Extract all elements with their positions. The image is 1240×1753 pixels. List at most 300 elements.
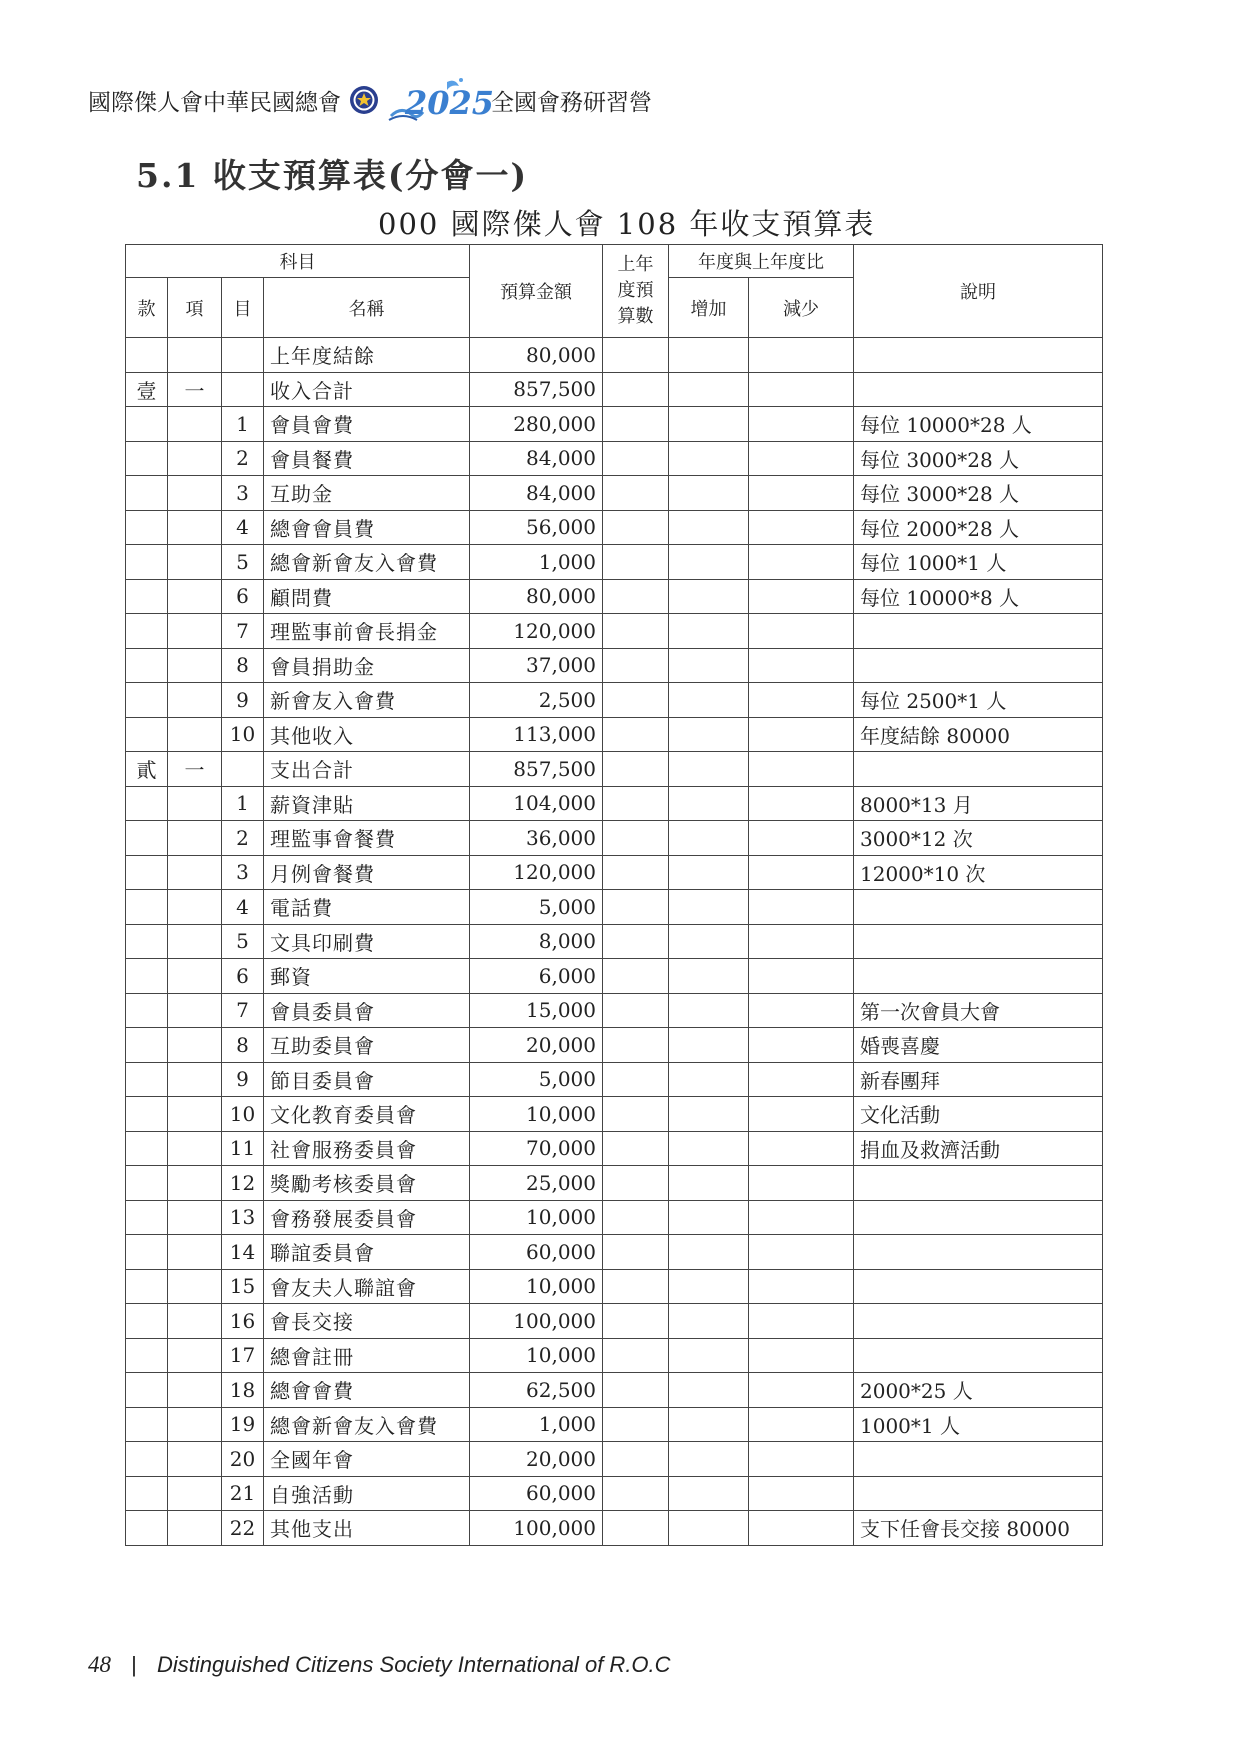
cell-mu: 17 bbox=[222, 1338, 264, 1373]
cell-increase bbox=[669, 1097, 749, 1132]
budget-table-body bbox=[126, 338, 1103, 1546]
cell-amount: 113,000 bbox=[470, 717, 603, 752]
table-row bbox=[126, 1269, 1103, 1304]
cell-name: 顧問費 bbox=[264, 579, 470, 614]
cell-kuan bbox=[126, 993, 168, 1028]
cell-increase bbox=[669, 545, 749, 580]
cell-prev-budget bbox=[603, 1028, 669, 1063]
cell-mu: 2 bbox=[222, 821, 264, 856]
table-title: 000 國際傑人會 108 年收支預算表 bbox=[378, 207, 876, 241]
cell-decrease bbox=[749, 786, 854, 821]
cell-increase bbox=[669, 579, 749, 614]
cell-decrease bbox=[749, 1476, 854, 1511]
table-row bbox=[126, 1166, 1103, 1201]
cell-mu: 4 bbox=[222, 510, 264, 545]
cell-kuan: 貳 bbox=[126, 752, 168, 787]
cell-prev-budget bbox=[603, 1304, 669, 1339]
cell-name: 電話費 bbox=[264, 890, 470, 925]
cell-xiang bbox=[168, 579, 222, 614]
cell-amount: 10,000 bbox=[470, 1269, 603, 1304]
table-row bbox=[126, 1200, 1103, 1235]
cell-kuan bbox=[126, 338, 168, 373]
cell-mu: 8 bbox=[222, 648, 264, 683]
cell-increase bbox=[669, 821, 749, 856]
cell-note: 新春團拜 bbox=[854, 1062, 1103, 1097]
cell-increase bbox=[669, 890, 749, 925]
header-kuan: 款 bbox=[126, 278, 168, 338]
cell-prev-budget bbox=[603, 1097, 669, 1132]
cell-prev-budget bbox=[603, 1131, 669, 1166]
cell-decrease bbox=[749, 924, 854, 959]
cell-mu: 5 bbox=[222, 924, 264, 959]
cell-name: 獎勵考核委員會 bbox=[264, 1166, 470, 1201]
cell-mu: 15 bbox=[222, 1269, 264, 1304]
cell-decrease bbox=[749, 1097, 854, 1132]
cell-note: 每位 2000*28 人 bbox=[854, 510, 1103, 545]
cell-xiang bbox=[168, 1131, 222, 1166]
cell-note: 每位 10000*8 人 bbox=[854, 579, 1103, 614]
cell-mu: 16 bbox=[222, 1304, 264, 1339]
cell-mu: 5 bbox=[222, 545, 264, 580]
cell-prev-budget bbox=[603, 648, 669, 683]
cell-increase bbox=[669, 476, 749, 511]
cell-xiang bbox=[168, 1235, 222, 1270]
cell-kuan bbox=[126, 441, 168, 476]
cell-mu bbox=[222, 752, 264, 787]
cell-decrease bbox=[749, 476, 854, 511]
cell-name: 自強活動 bbox=[264, 1476, 470, 1511]
cell-kuan bbox=[126, 1304, 168, 1339]
cell-prev-budget bbox=[603, 1407, 669, 1442]
svg-text:2025: 2025 bbox=[405, 84, 495, 122]
cell-kuan bbox=[126, 1511, 168, 1546]
page-number: 48 bbox=[88, 1652, 111, 1677]
cell-note bbox=[854, 338, 1103, 373]
cell-prev-budget bbox=[603, 372, 669, 407]
cell-xiang: 一 bbox=[168, 752, 222, 787]
cell-xiang bbox=[168, 441, 222, 476]
cell-mu: 14 bbox=[222, 1235, 264, 1270]
cell-name: 理監事前會長捐金 bbox=[264, 614, 470, 649]
cell-xiang bbox=[168, 959, 222, 994]
cell-note bbox=[854, 1200, 1103, 1235]
cell-mu: 22 bbox=[222, 1511, 264, 1546]
cell-note bbox=[854, 924, 1103, 959]
cell-decrease bbox=[749, 855, 854, 890]
cell-name: 文化教育委員會 bbox=[264, 1097, 470, 1132]
cell-note bbox=[854, 648, 1103, 683]
cell-amount: 56,000 bbox=[470, 510, 603, 545]
cell-prev-budget bbox=[603, 959, 669, 994]
cell-kuan bbox=[126, 407, 168, 442]
cell-increase bbox=[669, 1028, 749, 1063]
cell-kuan bbox=[126, 510, 168, 545]
cell-name: 總會會員費 bbox=[264, 510, 470, 545]
cell-note: 每位 3000*28 人 bbox=[854, 476, 1103, 511]
cell-kuan bbox=[126, 1442, 168, 1477]
table-row bbox=[126, 441, 1103, 476]
cell-decrease bbox=[749, 1269, 854, 1304]
cell-xiang bbox=[168, 476, 222, 511]
table-row bbox=[126, 1338, 1103, 1373]
cell-name: 互助金 bbox=[264, 476, 470, 511]
cell-name: 薪資津貼 bbox=[264, 786, 470, 821]
cell-decrease bbox=[749, 1235, 854, 1270]
table-row bbox=[126, 338, 1103, 373]
table-row bbox=[126, 1476, 1103, 1511]
cell-name: 郵資 bbox=[264, 959, 470, 994]
header-budget-amount: 預算金額 bbox=[470, 245, 603, 338]
cell-mu: 11 bbox=[222, 1131, 264, 1166]
cell-note bbox=[854, 614, 1103, 649]
table-row bbox=[126, 1062, 1103, 1097]
cell-note bbox=[854, 1166, 1103, 1201]
cell-increase bbox=[669, 510, 749, 545]
cell-mu: 1 bbox=[222, 786, 264, 821]
budget-table bbox=[125, 244, 1103, 1546]
table-row bbox=[126, 372, 1103, 407]
table-row bbox=[126, 1304, 1103, 1339]
cell-xiang bbox=[168, 1304, 222, 1339]
cell-name: 會友夫人聯誼會 bbox=[264, 1269, 470, 1304]
cell-kuan bbox=[126, 1338, 168, 1373]
cell-xiang bbox=[168, 545, 222, 580]
cell-note: 婚喪喜慶 bbox=[854, 1028, 1103, 1063]
cell-mu: 12 bbox=[222, 1166, 264, 1201]
cell-note bbox=[854, 1442, 1103, 1477]
table-row bbox=[126, 1442, 1103, 1477]
cell-kuan bbox=[126, 890, 168, 925]
cell-mu bbox=[222, 372, 264, 407]
cell-increase bbox=[669, 1200, 749, 1235]
cell-note: 每位 2500*1 人 bbox=[854, 683, 1103, 718]
cell-prev-budget bbox=[603, 717, 669, 752]
cell-decrease bbox=[749, 1442, 854, 1477]
cell-xiang bbox=[168, 1028, 222, 1063]
cell-mu: 7 bbox=[222, 993, 264, 1028]
cell-prev-budget bbox=[603, 1338, 669, 1373]
cell-mu bbox=[222, 338, 264, 373]
cell-increase bbox=[669, 752, 749, 787]
cell-decrease bbox=[749, 959, 854, 994]
cell-prev-budget bbox=[603, 1269, 669, 1304]
cell-increase bbox=[669, 1476, 749, 1511]
cell-mu: 2 bbox=[222, 441, 264, 476]
cell-amount: 1,000 bbox=[470, 1407, 603, 1442]
cell-prev-budget bbox=[603, 683, 669, 718]
cell-note: 捐血及救濟活動 bbox=[854, 1131, 1103, 1166]
table-row bbox=[126, 959, 1103, 994]
cell-mu: 13 bbox=[222, 1200, 264, 1235]
cell-note: 12000*10 次 bbox=[854, 855, 1103, 890]
cell-note: 1000*1 人 bbox=[854, 1407, 1103, 1442]
cell-name: 會員捐助金 bbox=[264, 648, 470, 683]
cell-xiang bbox=[168, 1269, 222, 1304]
cell-name: 聯誼委員會 bbox=[264, 1235, 470, 1270]
cell-xiang bbox=[168, 1338, 222, 1373]
cell-name: 文具印刷費 bbox=[264, 924, 470, 959]
cell-note bbox=[854, 1304, 1103, 1339]
cell-decrease bbox=[749, 1131, 854, 1166]
table-row bbox=[126, 1235, 1103, 1270]
cell-prev-budget bbox=[603, 1511, 669, 1546]
header-name: 名稱 bbox=[264, 278, 470, 338]
cell-decrease bbox=[749, 579, 854, 614]
cell-xiang bbox=[168, 1166, 222, 1201]
cell-increase bbox=[669, 1166, 749, 1201]
table-row bbox=[126, 579, 1103, 614]
header-increase: 增加 bbox=[669, 278, 749, 338]
cell-decrease bbox=[749, 614, 854, 649]
cell-decrease bbox=[749, 545, 854, 580]
table-row bbox=[126, 683, 1103, 718]
cell-mu: 18 bbox=[222, 1373, 264, 1408]
table-row bbox=[126, 786, 1103, 821]
cell-prev-budget bbox=[603, 993, 669, 1028]
cell-amount: 100,000 bbox=[470, 1511, 603, 1546]
cell-increase bbox=[669, 683, 749, 718]
cell-amount: 60,000 bbox=[470, 1235, 603, 1270]
cell-amount: 15,000 bbox=[470, 993, 603, 1028]
table-row bbox=[126, 924, 1103, 959]
cell-prev-budget bbox=[603, 614, 669, 649]
table-row bbox=[126, 1407, 1103, 1442]
table-row bbox=[126, 476, 1103, 511]
cell-mu: 6 bbox=[222, 579, 264, 614]
cell-kuan bbox=[126, 1476, 168, 1511]
cell-kuan bbox=[126, 1131, 168, 1166]
cell-mu: 20 bbox=[222, 1442, 264, 1477]
cell-xiang bbox=[168, 407, 222, 442]
table-row bbox=[126, 821, 1103, 856]
table-row bbox=[126, 648, 1103, 683]
cell-mu: 21 bbox=[222, 1476, 264, 1511]
cell-note: 第一次會員大會 bbox=[854, 993, 1103, 1028]
cell-xiang: 一 bbox=[168, 372, 222, 407]
cell-xiang bbox=[168, 614, 222, 649]
cell-amount: 20,000 bbox=[470, 1442, 603, 1477]
cell-kuan bbox=[126, 1373, 168, 1408]
cell-amount: 80,000 bbox=[470, 579, 603, 614]
cell-decrease bbox=[749, 1200, 854, 1235]
cell-kuan bbox=[126, 1097, 168, 1132]
cell-increase bbox=[669, 1062, 749, 1097]
cell-decrease bbox=[749, 1373, 854, 1408]
cell-amount: 36,000 bbox=[470, 821, 603, 856]
cell-increase bbox=[669, 1304, 749, 1339]
cell-xiang bbox=[168, 1407, 222, 1442]
header-decrease: 減少 bbox=[749, 278, 854, 338]
cell-decrease bbox=[749, 1407, 854, 1442]
cell-note bbox=[854, 1235, 1103, 1270]
page-header bbox=[88, 76, 652, 124]
cell-mu: 6 bbox=[222, 959, 264, 994]
cell-kuan bbox=[126, 786, 168, 821]
cell-decrease bbox=[749, 1062, 854, 1097]
cell-note: 每位 3000*28 人 bbox=[854, 441, 1103, 476]
cell-xiang bbox=[168, 890, 222, 925]
cell-prev-budget bbox=[603, 1200, 669, 1235]
cell-xiang bbox=[168, 993, 222, 1028]
cell-note bbox=[854, 1269, 1103, 1304]
header-note: 說明 bbox=[854, 245, 1103, 338]
cell-amount: 857,500 bbox=[470, 372, 603, 407]
cell-prev-budget bbox=[603, 1476, 669, 1511]
cell-xiang bbox=[168, 1476, 222, 1511]
cell-name: 其他收入 bbox=[264, 717, 470, 752]
cell-mu: 9 bbox=[222, 683, 264, 718]
cell-amount: 10,000 bbox=[470, 1200, 603, 1235]
cell-prev-budget bbox=[603, 510, 669, 545]
table-row bbox=[126, 1511, 1103, 1546]
cell-name: 收入合計 bbox=[264, 372, 470, 407]
cell-prev-budget bbox=[603, 1373, 669, 1408]
cell-name: 支出合計 bbox=[264, 752, 470, 787]
cell-xiang bbox=[168, 1200, 222, 1235]
cell-increase bbox=[669, 1442, 749, 1477]
cell-xiang bbox=[168, 648, 222, 683]
cell-note: 每位 1000*1 人 bbox=[854, 545, 1103, 580]
cell-prev-budget bbox=[603, 476, 669, 511]
cell-xiang bbox=[168, 924, 222, 959]
cell-xiang bbox=[168, 338, 222, 373]
cell-mu: 9 bbox=[222, 1062, 264, 1097]
page-footer bbox=[88, 1652, 671, 1678]
cell-amount: 120,000 bbox=[470, 614, 603, 649]
cell-kuan bbox=[126, 476, 168, 511]
cell-amount: 62,500 bbox=[470, 1373, 603, 1408]
cell-increase bbox=[669, 1373, 749, 1408]
cell-name: 節目委員會 bbox=[264, 1062, 470, 1097]
cell-xiang bbox=[168, 683, 222, 718]
table-row bbox=[126, 890, 1103, 925]
table-row bbox=[126, 407, 1103, 442]
cell-prev-budget bbox=[603, 407, 669, 442]
header-subject: 科目 bbox=[126, 245, 470, 278]
cell-kuan bbox=[126, 614, 168, 649]
cell-kuan bbox=[126, 821, 168, 856]
table-row bbox=[126, 1028, 1103, 1063]
cell-prev-budget bbox=[603, 890, 669, 925]
cell-decrease bbox=[749, 752, 854, 787]
cell-amount: 37,000 bbox=[470, 648, 603, 683]
cell-name: 上年度結餘 bbox=[264, 338, 470, 373]
cell-kuan bbox=[126, 1269, 168, 1304]
cell-increase bbox=[669, 1269, 749, 1304]
cell-kuan bbox=[126, 1200, 168, 1235]
cell-prev-budget bbox=[603, 1166, 669, 1201]
cell-xiang bbox=[168, 1062, 222, 1097]
cell-decrease bbox=[749, 648, 854, 683]
cell-decrease bbox=[749, 1166, 854, 1201]
table-row bbox=[126, 510, 1103, 545]
cell-note: 8000*13 月 bbox=[854, 786, 1103, 821]
cell-increase bbox=[669, 717, 749, 752]
cell-mu: 8 bbox=[222, 1028, 264, 1063]
cell-kuan bbox=[126, 1062, 168, 1097]
cell-note: 文化活動 bbox=[854, 1097, 1103, 1132]
cell-decrease bbox=[749, 683, 854, 718]
cell-amount: 60,000 bbox=[470, 1476, 603, 1511]
cell-note: 2000*25 人 bbox=[854, 1373, 1103, 1408]
cell-mu: 1 bbox=[222, 407, 264, 442]
cell-mu: 3 bbox=[222, 855, 264, 890]
cell-note bbox=[854, 752, 1103, 787]
cell-increase bbox=[669, 372, 749, 407]
cell-name: 理監事會餐費 bbox=[264, 821, 470, 856]
dcsi-emblem-icon bbox=[349, 85, 379, 115]
cell-prev-budget bbox=[603, 924, 669, 959]
table-row bbox=[126, 1373, 1103, 1408]
table-row bbox=[126, 614, 1103, 649]
cell-name: 會務發展委員會 bbox=[264, 1200, 470, 1235]
cell-increase bbox=[669, 786, 749, 821]
cell-amount: 80,000 bbox=[470, 338, 603, 373]
cell-kuan bbox=[126, 1407, 168, 1442]
cell-increase bbox=[669, 993, 749, 1028]
cell-amount: 100,000 bbox=[470, 1304, 603, 1339]
cell-name: 其他支出 bbox=[264, 1511, 470, 1546]
camp-name: 全國會務研習營 bbox=[491, 89, 652, 116]
cell-mu: 3 bbox=[222, 476, 264, 511]
cell-decrease bbox=[749, 821, 854, 856]
cell-note bbox=[854, 1476, 1103, 1511]
cell-mu: 19 bbox=[222, 1407, 264, 1442]
cell-kuan bbox=[126, 648, 168, 683]
cell-decrease bbox=[749, 510, 854, 545]
cell-increase bbox=[669, 338, 749, 373]
cell-increase bbox=[669, 1131, 749, 1166]
cell-name: 會員會費 bbox=[264, 407, 470, 442]
cell-mu: 4 bbox=[222, 890, 264, 925]
cell-note bbox=[854, 372, 1103, 407]
table-row bbox=[126, 855, 1103, 890]
cell-xiang bbox=[168, 510, 222, 545]
cell-name: 會員餐費 bbox=[264, 441, 470, 476]
cell-name: 總會新會友入會費 bbox=[264, 545, 470, 580]
cell-decrease bbox=[749, 1028, 854, 1063]
organization-name: 國際傑人會中華民國總會 bbox=[88, 89, 341, 116]
cell-name: 總會新會友入會費 bbox=[264, 1407, 470, 1442]
cell-increase bbox=[669, 924, 749, 959]
publication-name: Distinguished Citizens Society International of R.O.C bbox=[156, 1652, 671, 1677]
cell-name: 社會服務委員會 bbox=[264, 1131, 470, 1166]
cell-amount: 10,000 bbox=[470, 1338, 603, 1373]
cell-name: 總會註冊 bbox=[264, 1338, 470, 1373]
cell-amount: 120,000 bbox=[470, 855, 603, 890]
cell-increase bbox=[669, 441, 749, 476]
cell-name: 新會友入會費 bbox=[264, 683, 470, 718]
cell-mu: 7 bbox=[222, 614, 264, 649]
cell-note: 3000*12 次 bbox=[854, 821, 1103, 856]
cell-xiang bbox=[168, 1097, 222, 1132]
cell-amount: 70,000 bbox=[470, 1131, 603, 1166]
table-row bbox=[126, 545, 1103, 580]
table-row bbox=[126, 717, 1103, 752]
cell-decrease bbox=[749, 1304, 854, 1339]
cell-decrease bbox=[749, 407, 854, 442]
table-row bbox=[126, 993, 1103, 1028]
cell-decrease bbox=[749, 717, 854, 752]
cell-kuan bbox=[126, 1235, 168, 1270]
cell-kuan bbox=[126, 959, 168, 994]
cell-amount: 2,500 bbox=[470, 683, 603, 718]
cell-decrease bbox=[749, 441, 854, 476]
cell-kuan bbox=[126, 924, 168, 959]
cell-amount: 857,500 bbox=[470, 752, 603, 787]
cell-xiang bbox=[168, 1373, 222, 1408]
header-xiang: 項 bbox=[168, 278, 222, 338]
